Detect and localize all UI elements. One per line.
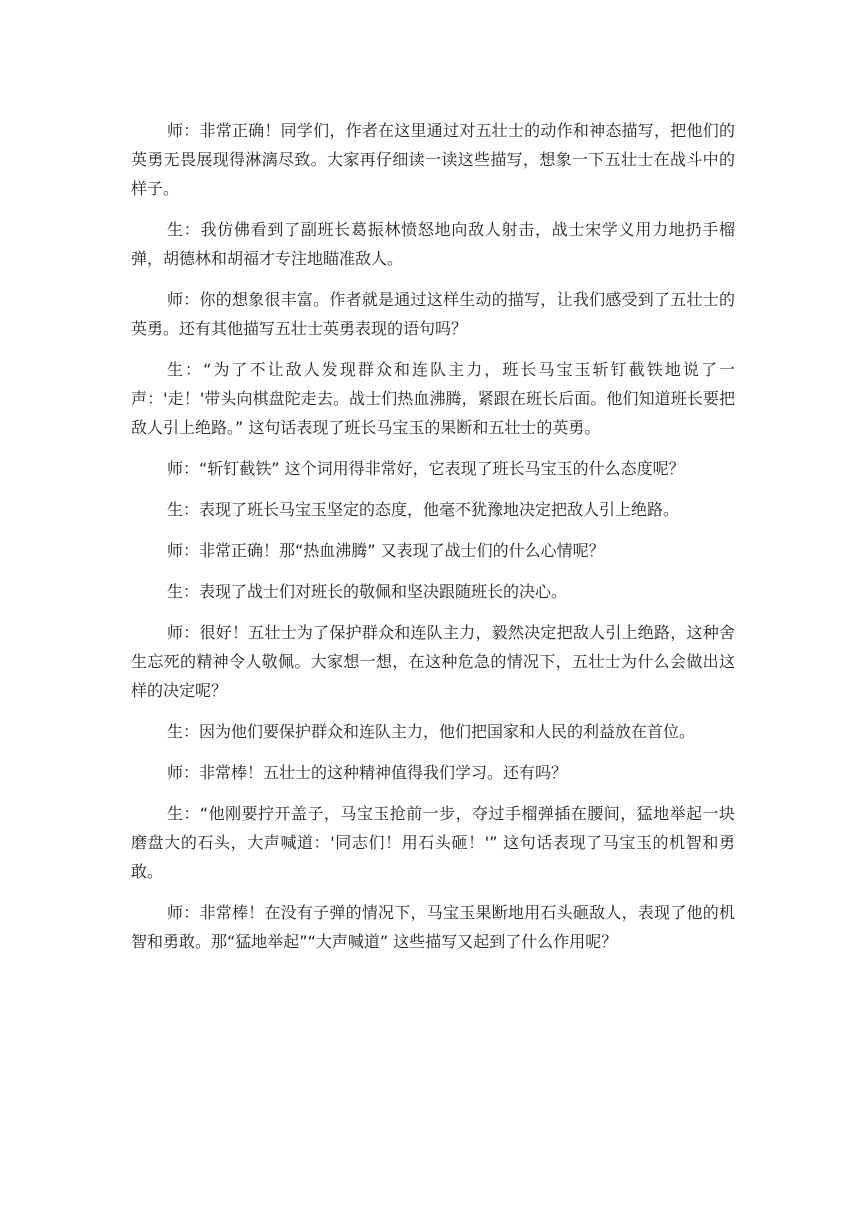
dialogue-paragraph: 生：“为了不让敌人发现群众和连队主力，班长马宝玉斩钉截铁地说了一声：'走！'带头向棋盘陀走去。战士们热血沸腾，紧跟在班长后面。他们知道班长要把敌人引上绝路。” 这句话表现了班长马宝玉的果断和五壮士的英勇。 xyxy=(131,360,735,437)
dialogue-paragraph: 师：“斩钉截铁” 这个词用得非常好，它表现了班长马宝玉的什么态度呢？ xyxy=(167,459,685,478)
dialogue-paragraph: 师：非常棒！在没有子弹的情况下，马宝玉果断地用石头砸敌人，表现了他的机智和勇敢。那“猛地举起”“大声喊道” 这些描写又起到了什么作用呢？ xyxy=(131,903,735,951)
dialogue-paragraph: 生：因为他们要保护群众和连队主力，他们把国家和人民的利益放在首位。 xyxy=(167,722,696,741)
dialogue-paragraph: 生：我仿佛看到了副班长葛振林愤怒地向敌人射击，战士宋学义用力地扔手榴弹，胡德林和胡福才专注地瞄准敌人。 xyxy=(131,220,735,268)
dialogue-paragraph: 生：表现了战士们对班长的敬佩和坚决跟随班长的决心。 xyxy=(167,582,568,601)
dialogue-paragraph: 生：表现了班长马宝玉坚定的态度，他毫不犹豫地决定把敌人引上绝路。 xyxy=(167,500,680,519)
dialogue-paragraph: 师：非常棒！五壮士的这种精神值得我们学习。还有吗？ xyxy=(167,763,568,782)
dialogue-paragraph: 师：非常正确！同学们，作者在这里通过对五壮士的动作和神态描写，把他们的英勇无畏展现得淋漓尽致。大家再仔细读一读这些描写，想象一下五壮士在战斗中的样子。 xyxy=(131,121,735,198)
dialogue-paragraph: 师：非常正确！那“热血沸腾” 又表现了战士们的什么心情呢？ xyxy=(167,541,605,560)
dialogue-paragraph: 师：很好！五壮士为了保护群众和连队主力，毅然决定把敌人引上绝路，这种舍生忘死的精神令人敬佩。大家想一想，在这种危急的情况下，五壮士为什么会做出这样的决定呢？ xyxy=(131,623,735,700)
dialogue-paragraph: 师：你的想象很丰富。作者就是通过这样生动的描写，让我们感受到了五壮士的英勇。还有其他描写五壮士英勇表现的语句吗？ xyxy=(131,290,735,338)
document-body xyxy=(131,116,735,968)
dialogue-paragraph: 生：“他刚要拧开盖子，马宝玉抢前一步，夺过手榴弹插在腰间，猛地举起一块磨盘大的石头，大声喊道：'同志们！用石头砸！'” 这句话表现了马宝玉的机智和勇敢。 xyxy=(131,804,735,881)
